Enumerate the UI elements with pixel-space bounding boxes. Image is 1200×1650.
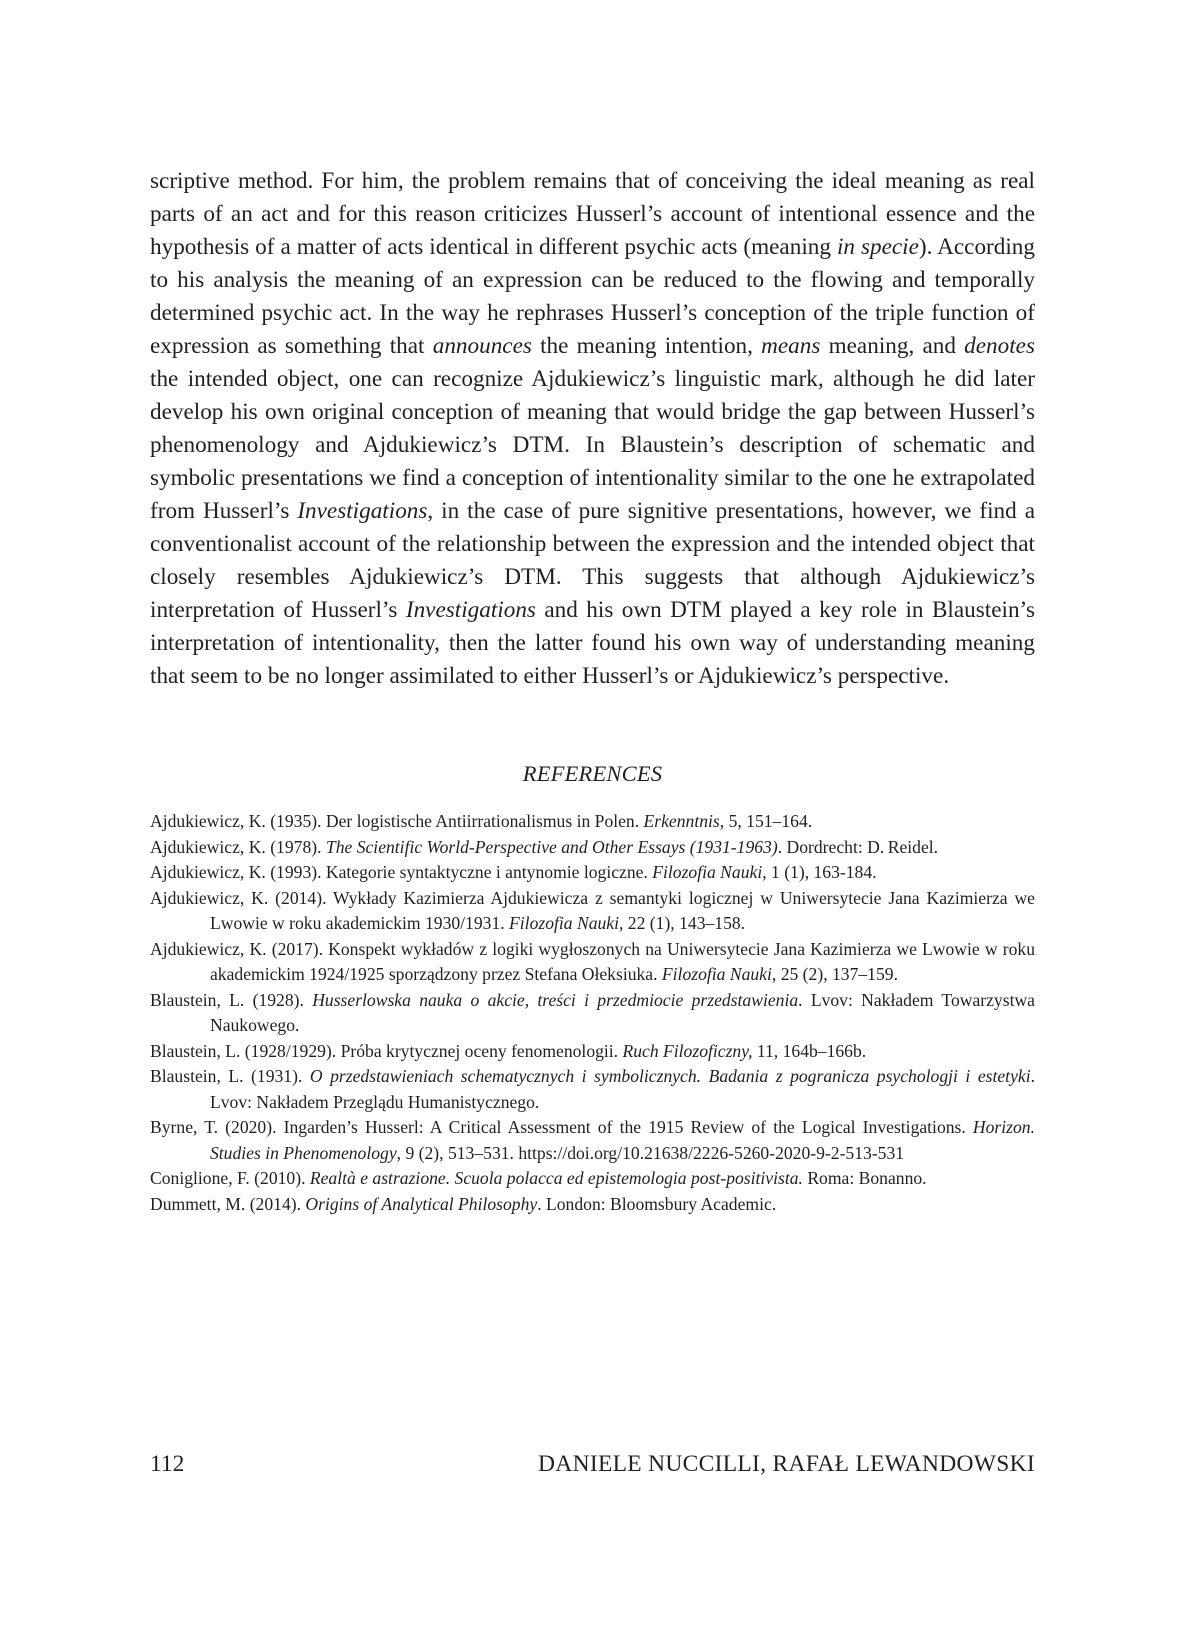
- page-number: 112: [150, 1451, 185, 1477]
- reference-item: Blaustein, L. (1928). Husserlowska nauka o akcie, treści i przedmiocie przedstawienia. Lvov: Nakładem Towarzystwa Naukowego.: [150, 989, 1035, 1035]
- reference-item: Ajdukiewicz, K. (2017). Konspekt wykładów z logiki wygłoszonych na Uniwersytecie Jana Kazimierza we Lwowie w roku akademickim 1924/1925 sporządzony przez Stefana Ołeksiuka. Filozofia Nauki, 25 (2), 137–159.: [150, 938, 1035, 984]
- reference-item: Byrne, T. (2020). Ingarden’s Husserl: A Critical Assessment of the 1915 Review of the Logical Investigations. Horizon. Studies in Phenomenology, 9 (2), 513–531. https://doi.org/10.21638/2226-5260-2020-9-2-513-531: [150, 1117, 1035, 1163]
- reference-list: [150, 809, 1035, 1217]
- page-content: [150, 165, 1035, 1217]
- running-footer-authors: DANIELE NUCCILLI, RAFAŁ LEWANDOWSKI: [538, 1451, 1035, 1477]
- body-paragraph: scriptive method. For him, the problem remains that of conceiving the ideal meaning as real parts of an act and for this reason criticizes Husserl’s account of intentional essence and the hypothesis of a matter of acts identical in different psychic acts (meaning in specie). According to his analysis the meaning of an expression can be reduced to the flowing and temporally determined psychic act. In the way he rephrases Husserl’s conception of the triple function of expression as something that announces the meaning intention, means meaning, and denotes the intended object, one can recognize Ajdukiewicz’s linguistic mark, although he did later develop his own original conception of meaning that would bridge the gap between Husserl’s phenomenology and Ajdukiewicz’s DTM. In Blaustein’s description of schematic and symbolic presentations we find a conception of intentionality similar to the one he extrapolated from Husserl’s Investigations, in the case of pure signitive presentations, however, we find a conventionalist account of the relationship between the expression and the intended object that closely resembles Ajdukiewicz’s DTM. This suggests that although Ajdukiewicz’s interpretation of Husserl’s Investigations and his own DTM played a key role in Blaustein’s interpretation of intentionality, then the latter found his own way of understanding meaning that seem to be no longer assimilated to either Husserl’s or Ajdukiewicz’s perspective.: [150, 168, 1036, 689]
- reference-item: Ajdukiewicz, K. (1993). Kategorie syntaktyczne i antynomie logiczne. Filozofia Nauki, 1 (1), 163-184.: [150, 862, 877, 882]
- reference-item: Blaustein, L. (1928/1929). Próba krytycznej oceny fenomenologii. Ruch Filozoficzny, 11, 164b–166b.: [150, 1040, 867, 1061]
- reference-item: Ajdukiewicz, K. (2014). Wykłady Kazimierza Ajdukiewicza z semantyki logicznej w Uniwersytecie Jana Kazimierza we Lwowie w roku akademickim 1930/1931. Filozofia Nauki, 22 (1), 143–158.: [150, 887, 1035, 933]
- page-footer: [150, 1451, 1035, 1478]
- reference-item: Ajdukiewicz, K. (1978). The Scientific World-Perspective and Other Essays (1931-1963). Dordrecht: D. Reidel.: [150, 836, 939, 857]
- reference-item: Coniglione, F. (2010). Realtà e astrazione. Scuola polacca ed epistemologia post-positivista. Roma: Bonanno.: [150, 1168, 927, 1188]
- reference-item: Dummett, M. (2014). Origins of Analytical Philosophy. London: Bloomsbury Academic.: [150, 1193, 777, 1214]
- references-heading: REFERENCES: [522, 761, 663, 786]
- reference-item: Ajdukiewicz, K. (1935). Der logistische Antiirrationalismus in Polen. Erkenntnis, 5, 151–164.: [150, 811, 813, 831]
- reference-item: Blaustein, L. (1931). O przedstawieniach schematycznych i symbolicznych. Badania z pogranicza psychologji i estetyki. Lvov: Nakładem Przeglądu Humanistycznego.: [150, 1066, 1035, 1112]
